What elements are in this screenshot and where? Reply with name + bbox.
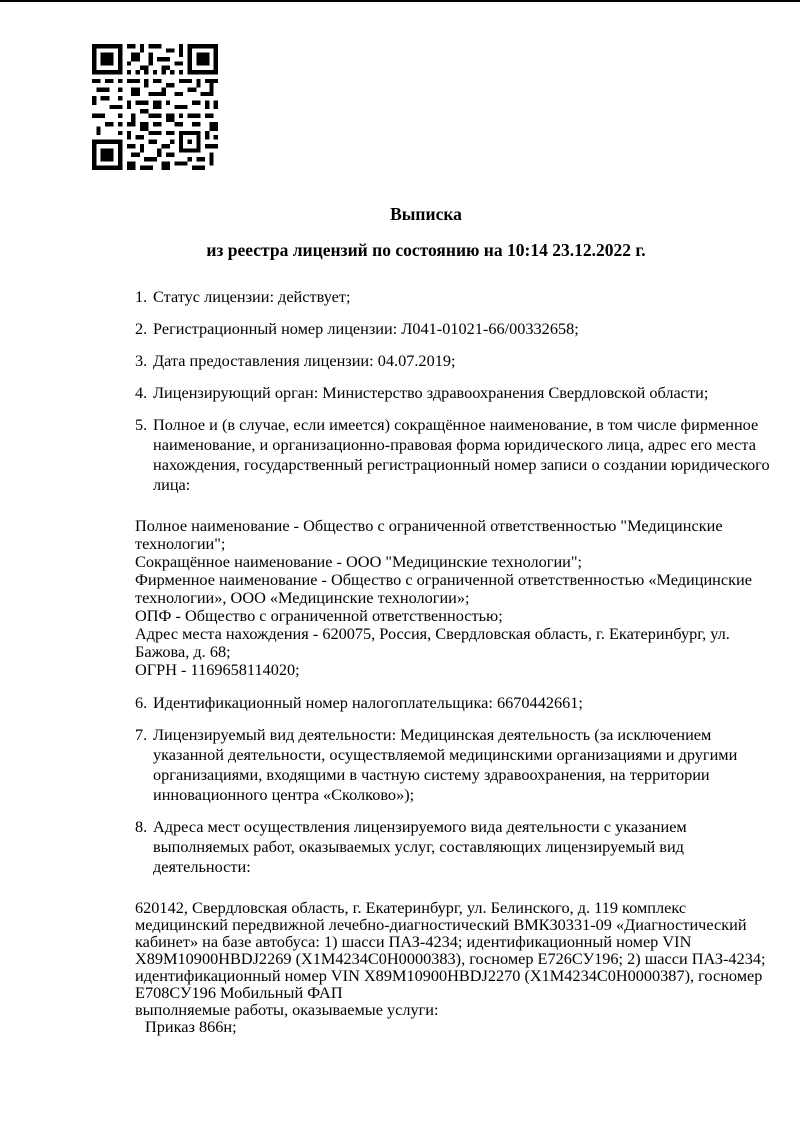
list-item — [135, 319, 775, 339]
list-item — [135, 693, 775, 713]
item-number: 2. — [135, 319, 148, 338]
document-subtitle: из реестра лицензий по состоянию на 10:14 23.12.2022 г. — [206, 240, 646, 260]
item-number: 1. — [135, 287, 148, 306]
short-name: Сокращённое наименование - ООО "Медицинские технологии"; — [135, 552, 583, 571]
brand-name: Фирменное наименование - Общество с ограниченной ответственностью «Медицинские технологии», ООО «Медицинские технологии»; — [135, 570, 752, 607]
order-text: Приказ 866н; — [145, 1017, 237, 1036]
item-text: Полное и (в случае, если имеется) сокращённое наименование, в том числе фирменное наименование, и организационно-правовая форма юридического лица, адрес его места нахождения, государственный регистрационный номер записи о создании юридического лица: — [153, 415, 770, 494]
list-item — [135, 287, 775, 307]
item-text: Адреса мест осуществления лицензируемого вида деятельности с указанием выполняемых работ, оказываемых услуг, составляющих лицензируемый вид деятельности: — [153, 817, 687, 876]
document-title: Выписка — [390, 204, 462, 224]
document-body — [135, 287, 775, 1035]
item-number: 5. — [135, 415, 148, 434]
entity-details — [135, 517, 775, 679]
list-item — [135, 415, 775, 495]
item-text: Лицензирующий орган: Министерство здравоохранения Свердловской области; — [153, 383, 709, 402]
item-number: 8. — [135, 817, 148, 836]
item-text: Статус лицензии: действует; — [153, 287, 351, 306]
place-address: 620142, Свердловская область, г. Екатеринбург, ул. Белинского, д. 119 комплекс медицинский передвижной лечебно-диагностический ВМК30331-09 «Диагностический кабинет» на базе автобуса: 1) шасси ПАЗ-4234; идентификационный номер VIN X89M10900HBDJ2269 (X1M4234C0H0000383), госномер Е726СУ196; 2) шасси ПАЗ-4234; идентификационный номер VIN X89M10900HBDJ2270 (X1M4234C0H0000387), госномер Е708СУ196 Мобильный ФАП — [135, 898, 766, 1002]
item-text: Дата предоставления лицензии: 04.07.2019; — [153, 351, 456, 370]
item-text: Лицензируемый вид деятельности: Медицинская деятельность (за исключением указанной деятельности, осуществляемой медицинскими организациями и другими организациями, входящими в частную систему здравоохранения, на территории инновационного центра «Сколково»); — [153, 725, 738, 804]
list-item — [135, 817, 775, 877]
item-number: 6. — [135, 693, 148, 712]
full-name: Полное наименование - Общество с ограниченной ответственностью "Медицинские технологии"; — [135, 516, 723, 553]
item-number: 3. — [135, 351, 148, 370]
qr-code — [92, 44, 218, 170]
legal-address: Адрес места нахождения - 620075, Россия, Свердловская область, г. Екатеринбург, ул. Бажова, д. 68; — [135, 624, 730, 661]
legal-form: ОПФ - Общество с ограниченной ответственностью; — [135, 606, 503, 625]
item-text: Регистрационный номер лицензии: Л041-01021-66/00332658; — [153, 319, 579, 338]
list-item — [135, 383, 775, 403]
ogrn: ОГРН - 1169658114020; — [135, 660, 300, 679]
top-border — [0, 0, 800, 2]
item-text: Идентификационный номер налогоплательщика: 6670442661; — [153, 693, 583, 712]
item-number: 7. — [135, 725, 148, 744]
list-item — [135, 351, 775, 371]
works-label: выполняемые работы, оказываемые услуги: — [135, 1000, 439, 1019]
activity-place — [135, 899, 775, 1035]
item-number: 4. — [135, 383, 148, 402]
list-item — [135, 725, 775, 805]
